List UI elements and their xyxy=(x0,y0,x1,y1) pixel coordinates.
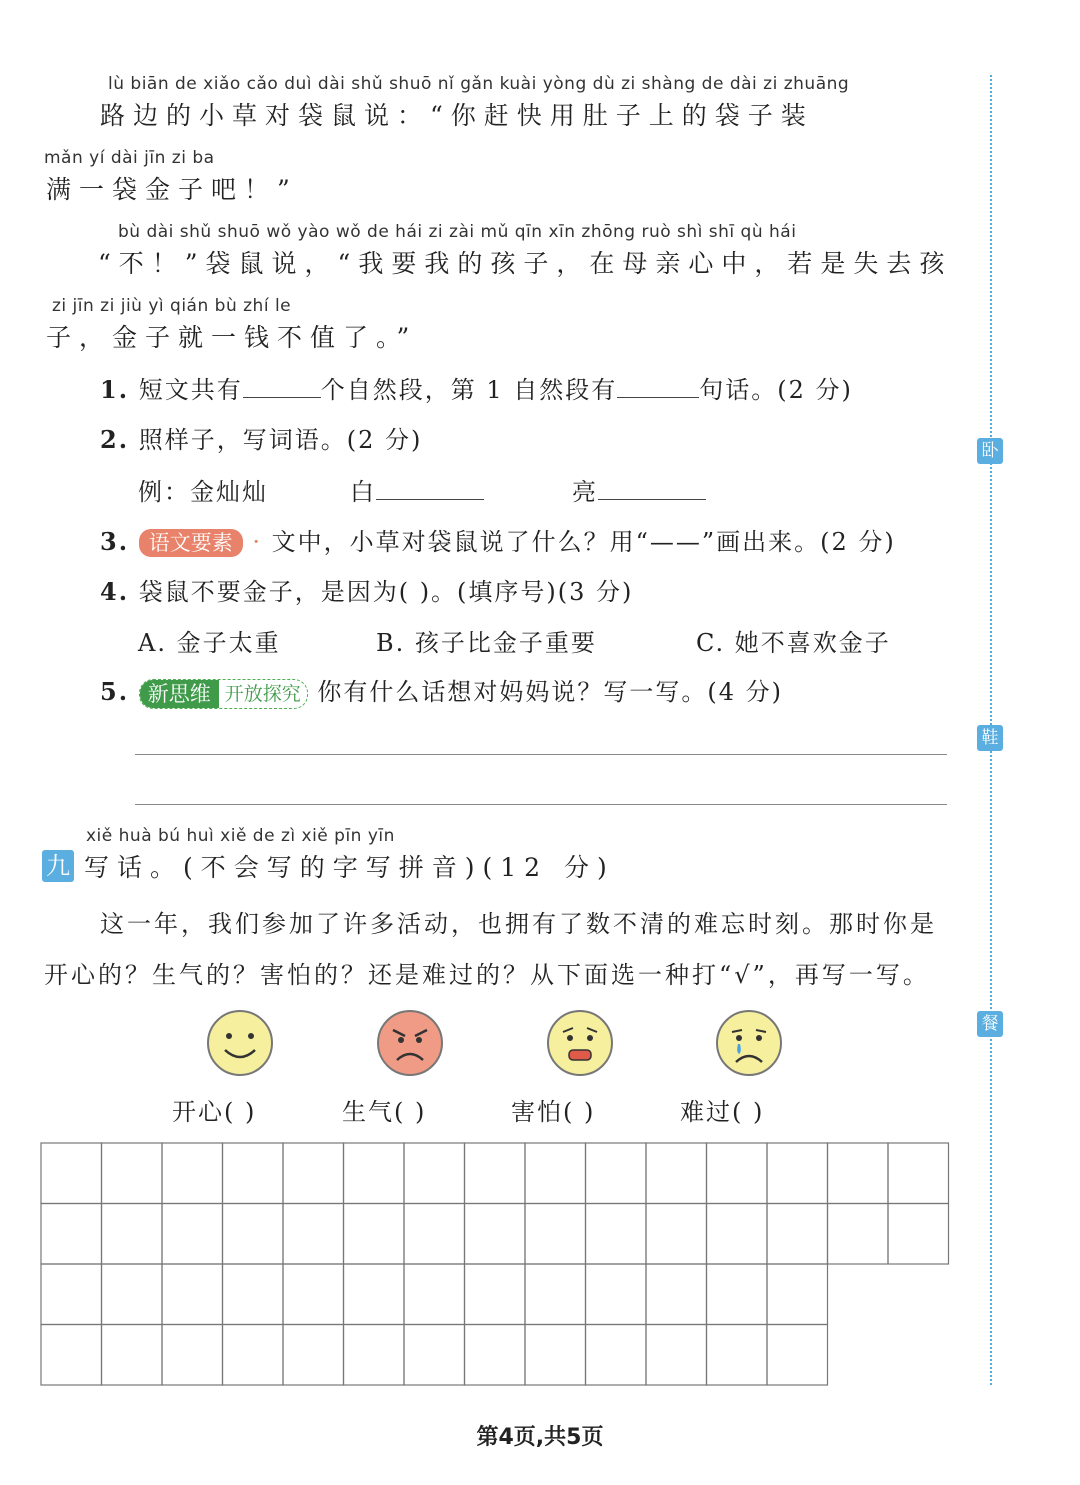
happy-face-icon xyxy=(205,1008,275,1078)
grid-cell[interactable] xyxy=(102,1264,163,1325)
grid-cell[interactable] xyxy=(525,1325,586,1386)
section-9-para-1: 这一年，我们参加了许多活动，也拥有了数不清的难忘时刻。那时你是 xyxy=(100,910,937,938)
passage-line-2: 满一袋金子吧！” xyxy=(46,175,298,204)
dot-icon: · xyxy=(252,528,262,556)
passage-pinyin-4: zi jīn zi jiù yì qián bù zhí le xyxy=(52,296,292,316)
question-number: 1. xyxy=(100,375,130,404)
grid-cell[interactable] xyxy=(223,1143,284,1204)
grid-cell[interactable] xyxy=(223,1204,284,1265)
grid-cell[interactable] xyxy=(707,1143,768,1204)
passage-line-4: 子，金子就一钱不值了。” xyxy=(46,323,418,352)
answer-blank-1[interactable] xyxy=(243,397,321,398)
grid-cell[interactable] xyxy=(888,1143,949,1204)
grid-cell[interactable] xyxy=(646,1264,707,1325)
grid-cell[interactable] xyxy=(162,1264,223,1325)
answer-blank-2[interactable] xyxy=(617,397,699,398)
question-5: 5. 新思维 开放探究 你有什么话想对妈妈说？写一写。(4 分) xyxy=(100,672,783,709)
grid-cell[interactable] xyxy=(465,1264,526,1325)
grid-cell[interactable] xyxy=(404,1143,465,1204)
angry-face-icon xyxy=(375,1008,445,1078)
scared-face-icon xyxy=(545,1008,615,1078)
grid-cell[interactable] xyxy=(465,1204,526,1265)
grid-cell[interactable] xyxy=(586,1325,647,1386)
grid-cell[interactable] xyxy=(102,1204,163,1265)
grid-cell[interactable] xyxy=(41,1204,102,1265)
face-label-happy[interactable]: 开心( ) xyxy=(172,1098,257,1126)
yuwen-element-tag: 语文要素 xyxy=(139,529,243,557)
grid-cell[interactable] xyxy=(646,1325,707,1386)
question-1: 1. 短文共有 个自然段，第 1 自然段有 句话。(2 分) xyxy=(100,375,853,404)
section-9-title: 写话。(不会写的字写拼音)(12 分) xyxy=(84,853,615,882)
writing-line-2[interactable] xyxy=(135,804,947,805)
grid-cell[interactable] xyxy=(888,1204,949,1265)
grid-cell[interactable] xyxy=(707,1204,768,1265)
grid-cell[interactable] xyxy=(525,1264,586,1325)
question-2: 2. 照样子，写词语。(2 分) xyxy=(100,425,423,454)
answer-blank-white[interactable] xyxy=(376,499,484,500)
grid-cell[interactable] xyxy=(465,1143,526,1204)
grid-cell[interactable] xyxy=(646,1143,707,1204)
grid-cell[interactable] xyxy=(41,1264,102,1325)
grid-cell[interactable] xyxy=(707,1264,768,1325)
grid-cell[interactable] xyxy=(283,1325,344,1386)
grid-cell[interactable] xyxy=(828,1204,889,1265)
question-2-item-2: 亮 xyxy=(572,472,706,507)
side-tab-1: 卧 xyxy=(977,438,1003,464)
grid-cell[interactable] xyxy=(344,1264,405,1325)
passage-line-3: “不！”袋鼠说，“我要我的孩子，在母亲心中，若是失去孩 xyxy=(98,249,953,278)
option-c[interactable]: C. 她不喜欢金子 xyxy=(696,629,891,657)
question-2-item-1: 白 xyxy=(350,472,484,507)
passage-pinyin-3: bù dài shǔ shuō wǒ yào wǒ de hái zi zài mǔ qīn xīn zhōng ruò shì shī qù hái xyxy=(118,222,797,242)
grid-cell[interactable] xyxy=(465,1325,526,1386)
grid-cell[interactable] xyxy=(828,1143,889,1204)
grid-cell[interactable] xyxy=(223,1325,284,1386)
grid-cell[interactable] xyxy=(162,1143,223,1204)
grid-cell[interactable] xyxy=(767,1143,828,1204)
passage-pinyin-1: lù biān de xiǎo cǎo duì dài shǔ shuō nǐ gǎn kuài yòng dù zi shàng de dài zi zhuāng xyxy=(108,74,850,94)
grid-cell[interactable] xyxy=(102,1143,163,1204)
grid-cell[interactable] xyxy=(283,1264,344,1325)
section-9-heading xyxy=(42,848,615,884)
grid-cell[interactable] xyxy=(41,1325,102,1386)
grid-cell[interactable] xyxy=(162,1325,223,1386)
side-tab-3: 餐 xyxy=(977,1011,1003,1037)
grid-cell[interactable] xyxy=(404,1325,465,1386)
grid-cell[interactable] xyxy=(344,1143,405,1204)
grid-cell[interactable] xyxy=(767,1264,828,1325)
new-thinking-tag: 新思维 开放探究 xyxy=(139,679,308,709)
section-9-pinyin: xiě huà bú huì xiě de zì xiě pīn yīn xyxy=(86,826,395,846)
grid-cell[interactable] xyxy=(41,1143,102,1204)
grid-cell[interactable] xyxy=(223,1264,284,1325)
page-number: 第4页,共5页 xyxy=(476,1425,604,1450)
side-tab-2: 鞋 xyxy=(977,725,1003,751)
grid-cell[interactable] xyxy=(707,1325,768,1386)
face-label-angry[interactable]: 生气( ) xyxy=(342,1098,427,1126)
section-number-badge: 九 xyxy=(42,850,74,882)
grid-cell[interactable] xyxy=(586,1204,647,1265)
face-label-sad[interactable]: 难过( ) xyxy=(680,1098,765,1126)
question-2-example: 例：金灿灿 xyxy=(138,478,268,506)
grid-cell[interactable] xyxy=(525,1143,586,1204)
section-9-para-2: 开心的？生气的？害怕的？还是难过的？从下面选一种打“√”，再写一写。 xyxy=(44,961,930,989)
option-a[interactable]: A. 金子太重 xyxy=(138,629,281,657)
grid-cell[interactable] xyxy=(344,1325,405,1386)
question-4: 4. 袋鼠不要金子，是因为( )。(填序号)(3 分) xyxy=(100,577,634,606)
answer-blank-bright[interactable] xyxy=(598,499,706,500)
writing-line-1[interactable] xyxy=(135,754,947,755)
grid-cell[interactable] xyxy=(646,1204,707,1265)
grid-cell[interactable] xyxy=(162,1204,223,1265)
question-3: 3. 语文要素 · 文中，小草对袋鼠说了什么？用“——”画出来。(2 分) xyxy=(100,527,896,556)
passage-pinyin-2: mǎn yí dài jīn zi ba xyxy=(44,148,215,168)
grid-cell[interactable] xyxy=(404,1204,465,1265)
grid-cell[interactable] xyxy=(102,1325,163,1386)
grid-cell[interactable] xyxy=(283,1204,344,1265)
grid-cell[interactable] xyxy=(283,1143,344,1204)
writing-grid[interactable] xyxy=(40,1142,950,1388)
grid-cell[interactable] xyxy=(586,1264,647,1325)
grid-cell[interactable] xyxy=(767,1204,828,1265)
sad-face-icon xyxy=(714,1008,784,1078)
grid-cell[interactable] xyxy=(344,1204,405,1265)
face-label-scared[interactable]: 害怕( ) xyxy=(511,1098,596,1126)
grid-cell[interactable] xyxy=(525,1204,586,1265)
grid-cell[interactable] xyxy=(767,1325,828,1386)
grid-cell[interactable] xyxy=(404,1264,465,1325)
passage-line-1: 路边的小草对袋鼠说：“你赶快用肚子上的袋子装 xyxy=(100,101,814,130)
option-b[interactable]: B. 孩子比金子重要 xyxy=(376,629,597,657)
grid-cell[interactable] xyxy=(586,1143,647,1204)
